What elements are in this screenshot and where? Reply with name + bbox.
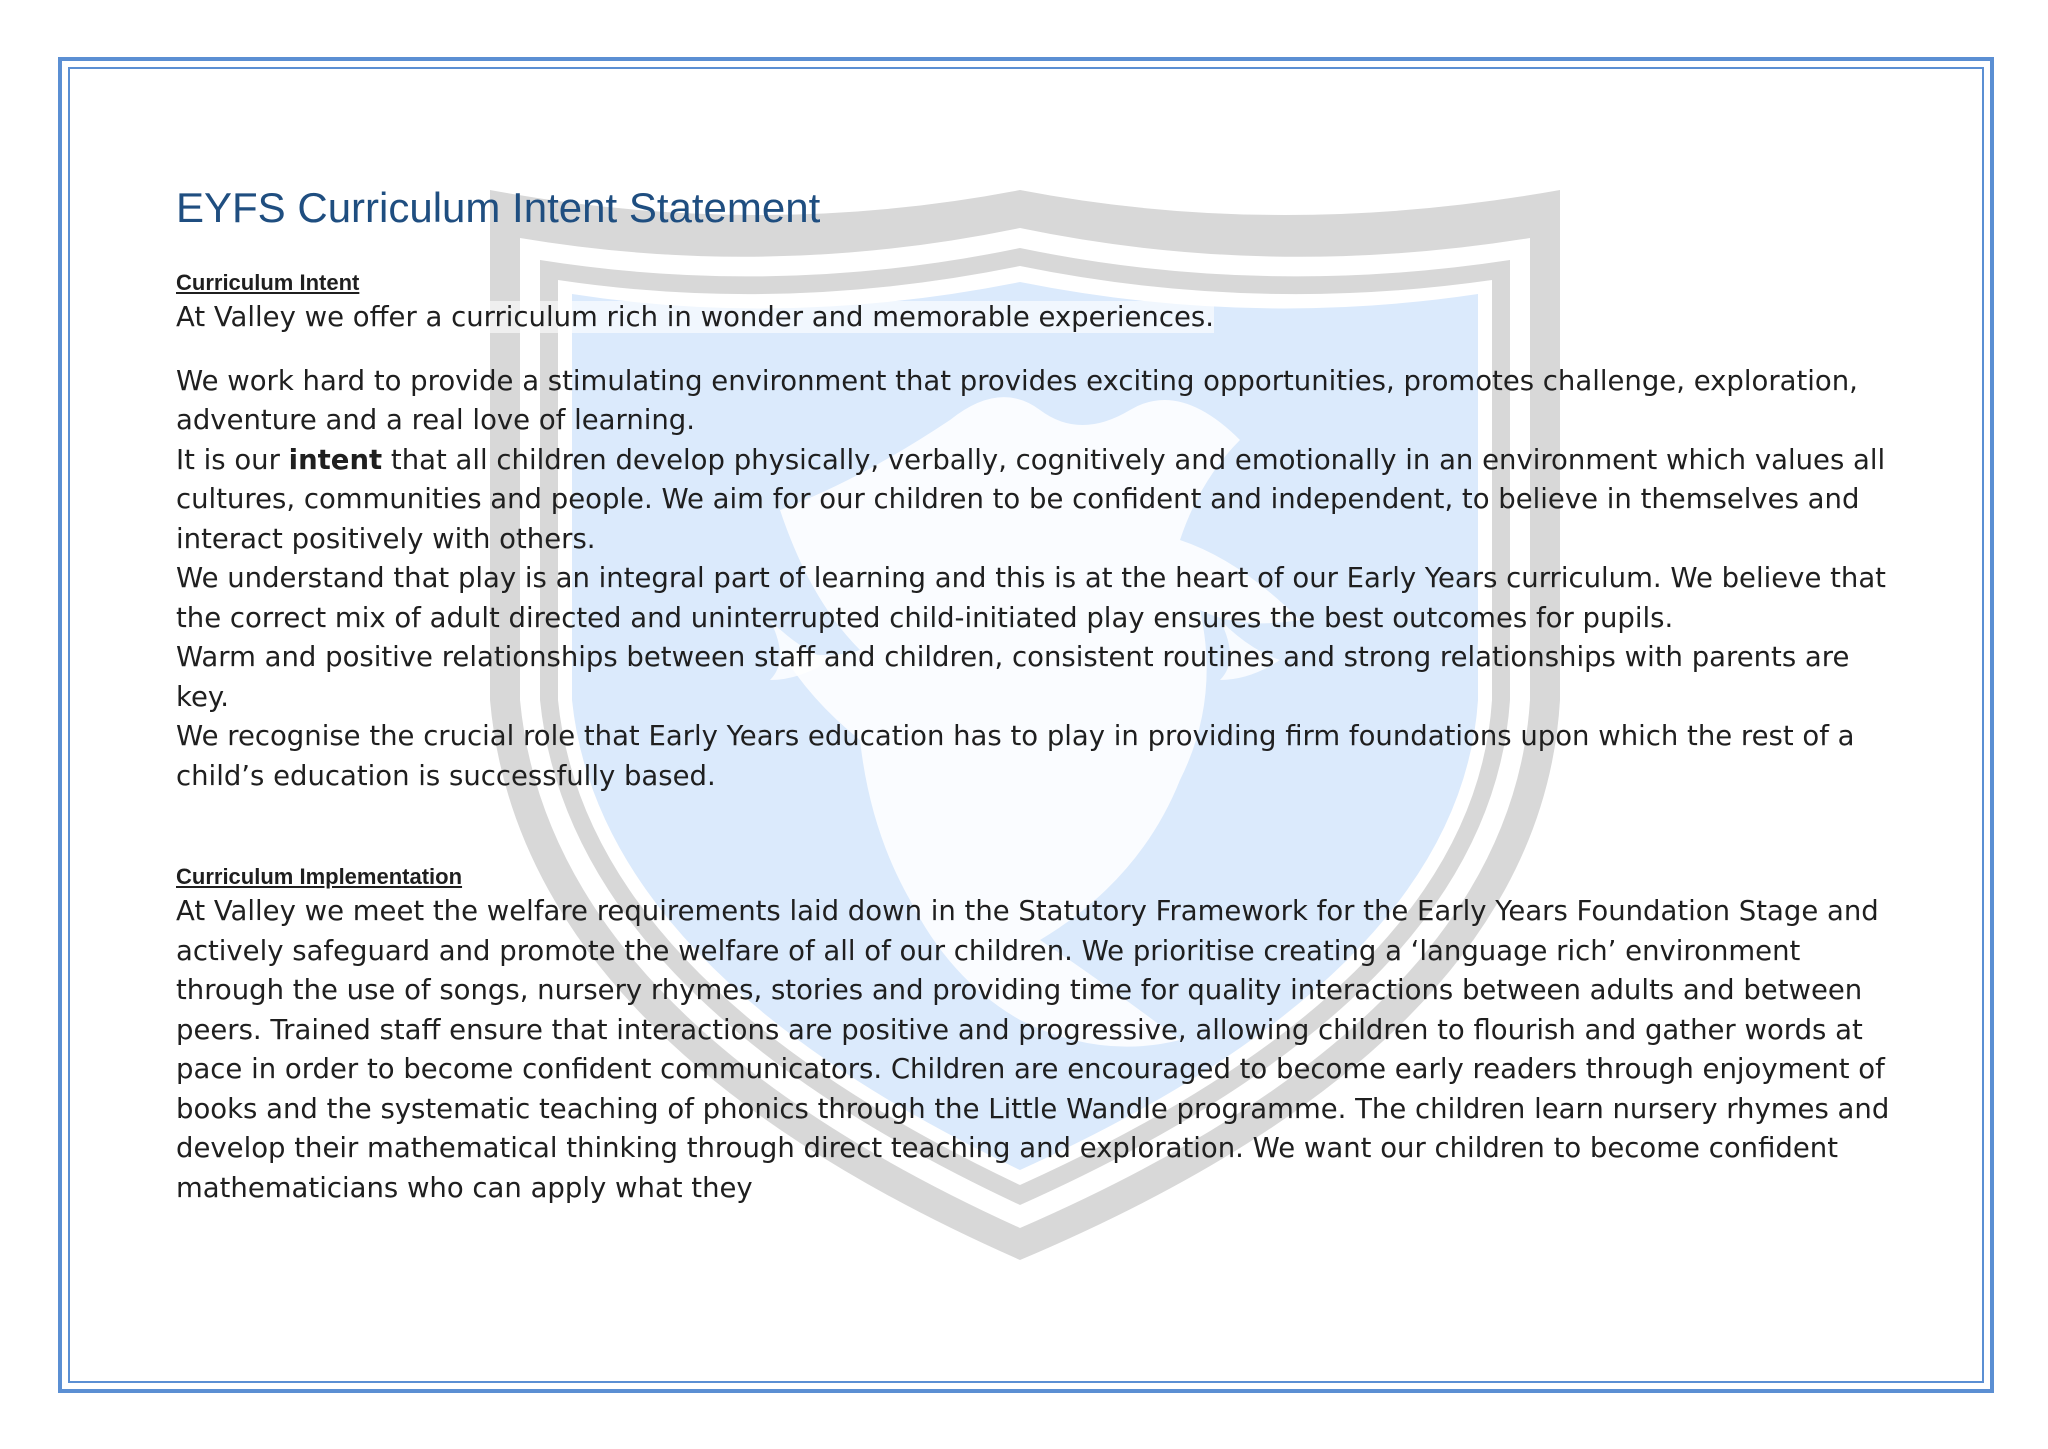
paragraph-intent-2: We work hard to provide a stimulating environment that provides exciting opportunities, promotes challenge, exploration, adventure and a real love of learning. — [176, 364, 1858, 436]
section-curriculum-implementation — [176, 862, 1896, 1208]
paragraph-intent-3 — [176, 441, 1896, 560]
section-spacer — [176, 796, 1896, 862]
paragraph-intent-3-bold: intent — [288, 443, 383, 476]
section-heading-implementation: Curriculum Implementation — [176, 864, 463, 889]
page-title: EYFS Curriculum Intent Statement — [176, 184, 821, 231]
document-content — [176, 180, 1896, 1208]
paragraph-intent-1 — [176, 298, 1896, 338]
paragraph-intent-3-before: It is our — [176, 443, 289, 476]
paragraph-intent-4: We understand that play is an integral part of learning and this is at the heart of our Early Years curriculum. We believe that the correct mix of adult directed and uninterrupted child-initiated play ensures the best outcomes for pupils. — [176, 562, 1886, 634]
paragraph-intent-1-text: At Valley we offer a curriculum rich in wonder and memorable experiences. — [176, 301, 1214, 333]
paragraph-intent-6: We recognise the crucial role that Early Years education has to play in providing firm foundations upon which the rest of a child’s education is successfully based. — [176, 720, 1855, 792]
paragraph-intent-3-after: that all children develop physically, verbally, cognitively and emotionally in an environment which values all cultures, communities and people. We aim for our children to be confident and independent, to believe in themselves and interact positively with others. — [176, 443, 1886, 555]
section-curriculum-intent — [176, 268, 1896, 796]
section-heading-intent: Curriculum Intent — [176, 270, 360, 295]
paragraph-implementation-1: At Valley we meet the welfare requirements laid down in the Statutory Framework for the Early Years Foundation Stage and actively safeguard and promote the welfare of all of our children. We prioritise creating a ‘language rich’ environment through the use of songs, nursery rhymes, stories and providing time for quality interactions between adults and between peers. Trained staff ensure that interactions are positive and progressive, allowing children to flourish and gather words at pace in order to become confident communicators. Children are encouraged to become early readers through enjoyment of books and the systematic teaching of phonics through the Little Wandle programme. The children learn nursery rhymes and develop their mathematical thinking through direct teaching and exploration. We want our children to become confident mathematicians who can apply what they — [176, 895, 1890, 1204]
paragraph-intent-5: Warm and positive relationships between staff and children, consistent routines and strong relationships with parents are key. — [176, 641, 1850, 713]
